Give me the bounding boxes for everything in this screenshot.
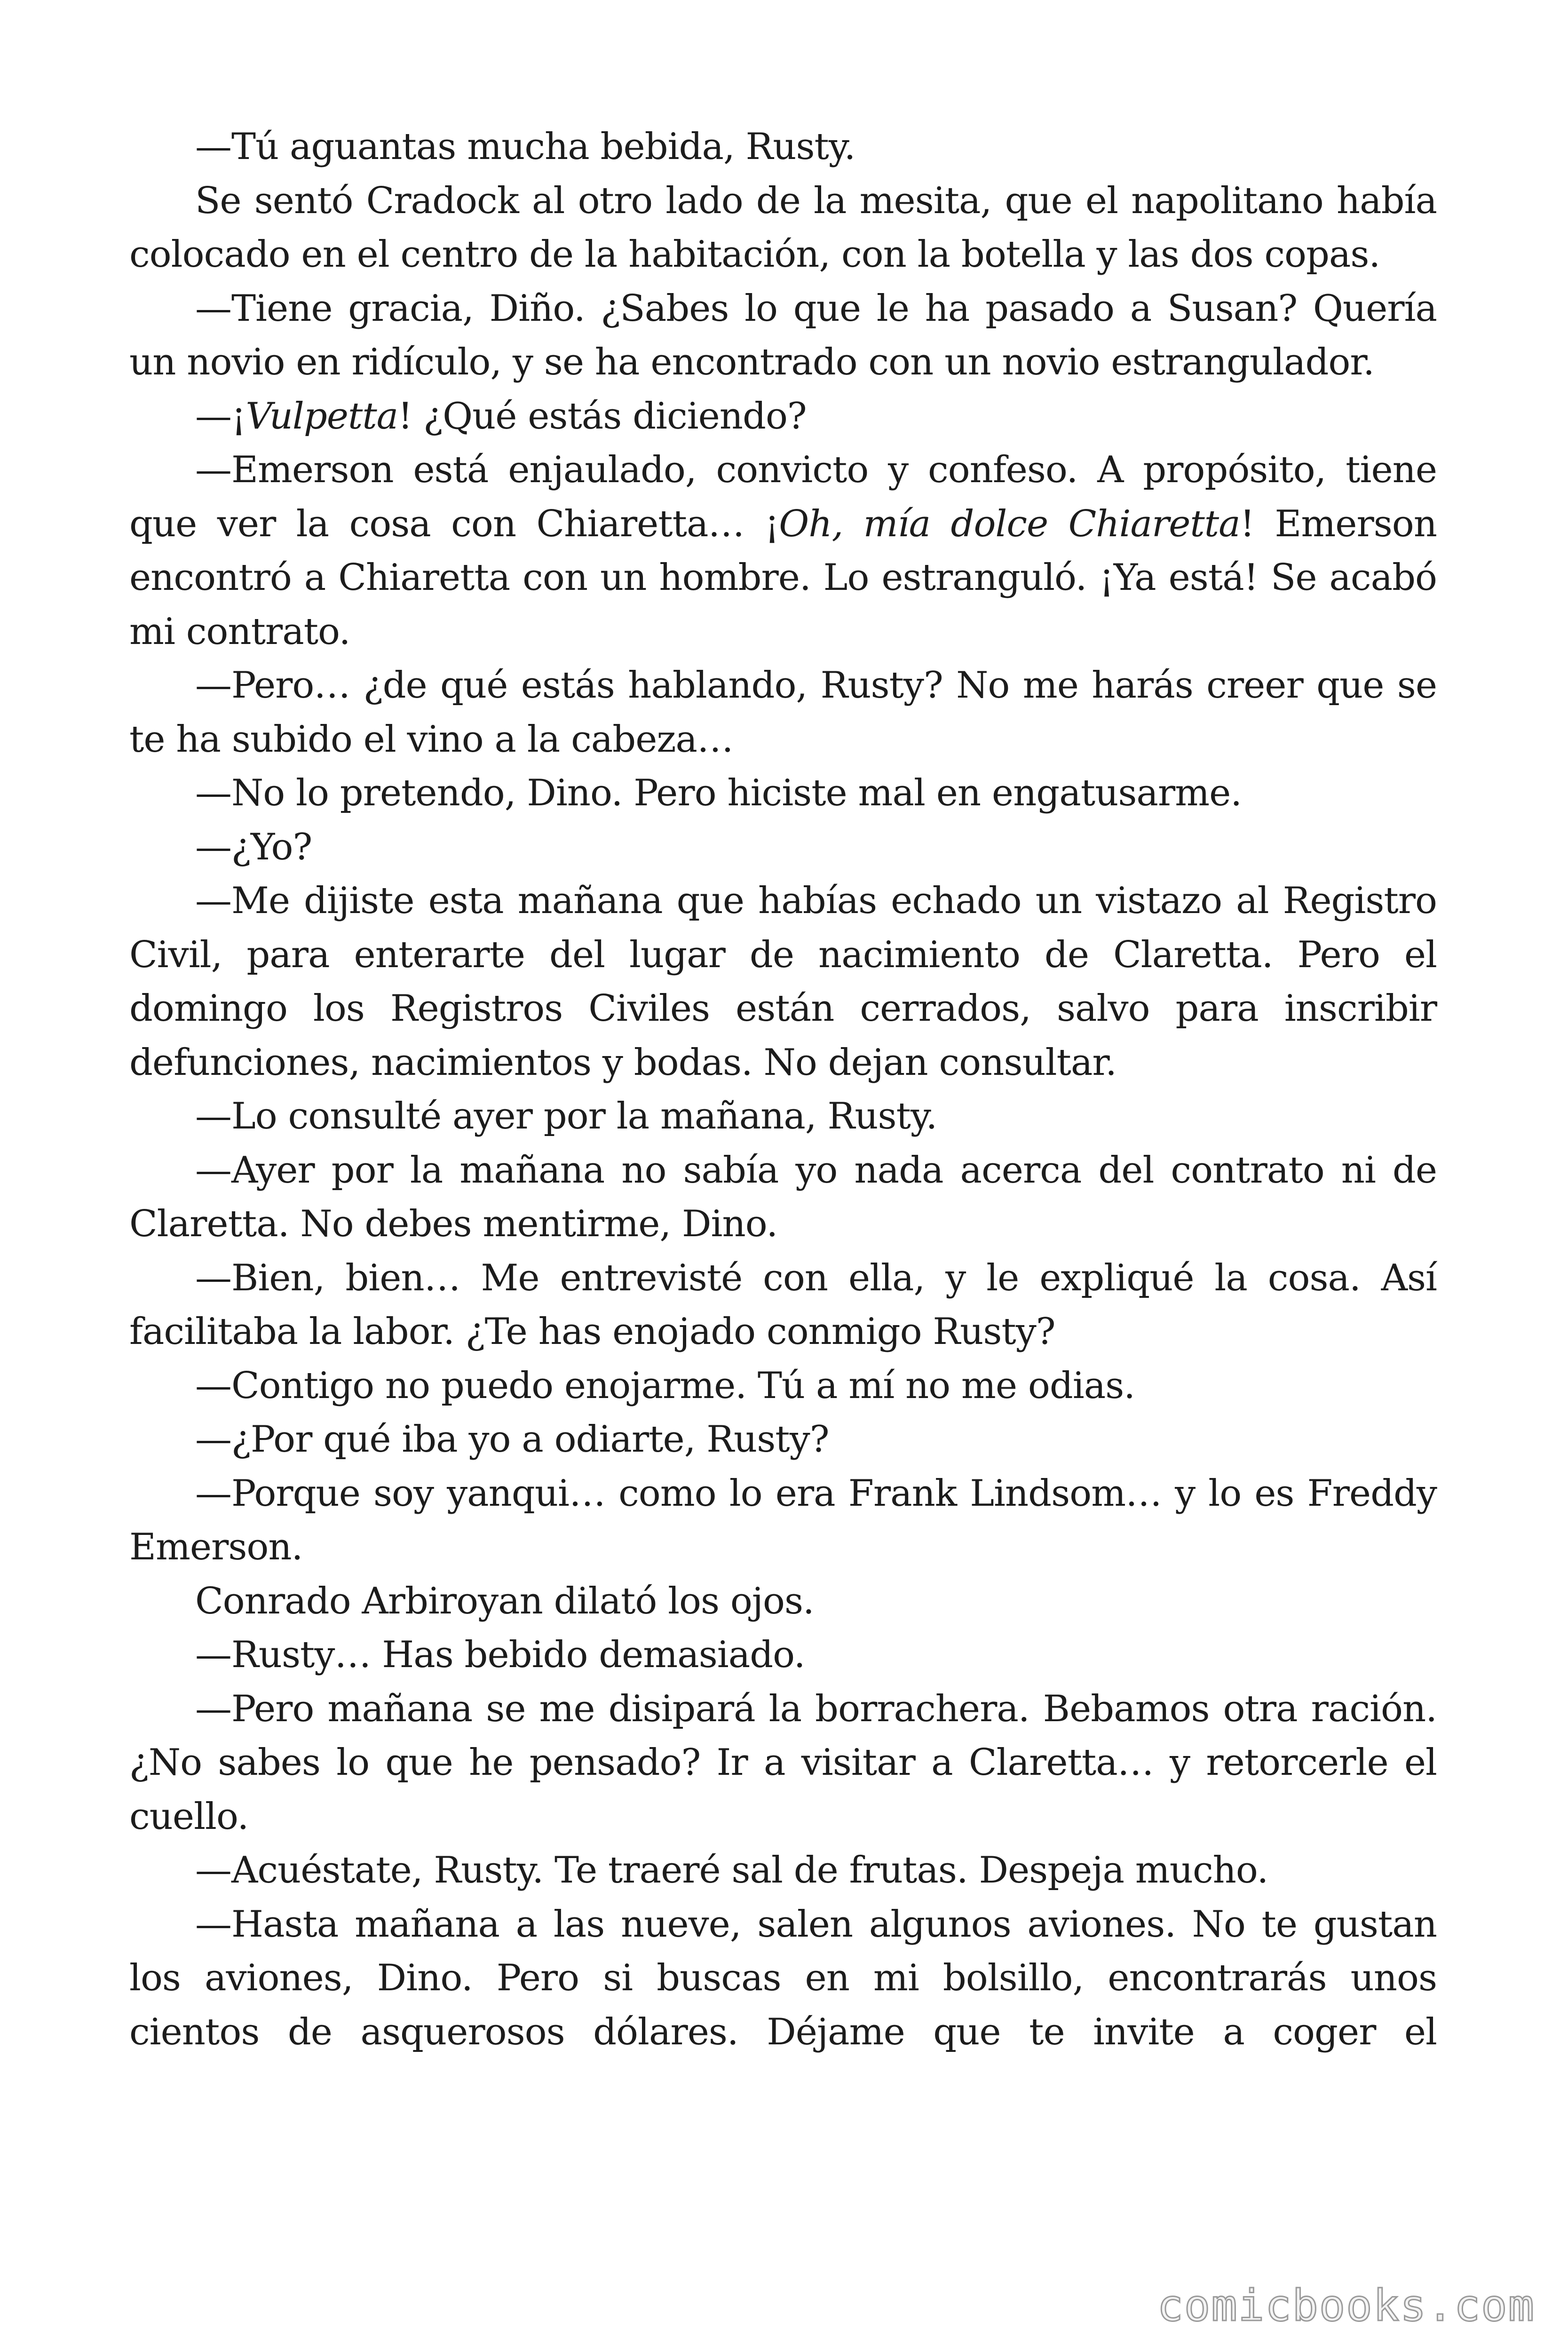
text-span: —Emerson está enjaulado, convicto y confeso. A propósito, tiene que ver la cosa con Chiaretta… ¡ bbox=[129, 449, 1437, 545]
text-span: —Bien, bien… Me entrevisté con ella, y le expliqué la cosa. Así facilitaba la labor. ¿Te has enojado conmigo Rusty? bbox=[129, 1256, 1437, 1353]
text-paragraph bbox=[129, 1898, 1437, 2059]
text-paragraph bbox=[129, 1251, 1437, 1359]
text-paragraph bbox=[129, 659, 1437, 766]
text-paragraph bbox=[129, 1413, 1437, 1467]
text-span: —Acuéstate, Rusty. Te traeré sal de frutas. Despeja mucho. bbox=[195, 1849, 1268, 1891]
text-span: —Tiene gracia, Diño. ¿Sabes lo que le ha pasado a Susan? Quería un novio en ridículo, y se ha encontrado con un novio estrangulador. bbox=[129, 287, 1437, 383]
book-page-text bbox=[129, 120, 1437, 2059]
watermark-logo: comicbooks.com bbox=[1157, 2280, 1535, 2331]
text-span: —Contigo no puedo enojarme. Tú a mí no me odias. bbox=[195, 1364, 1135, 1407]
text-span: —Porque soy yanqui… como lo era Frank Lindsom… y lo es Freddy Emerson. bbox=[129, 1472, 1437, 1568]
text-span: —Tú aguantas mucha bebida, Rusty. bbox=[195, 126, 855, 168]
text-paragraph bbox=[129, 1574, 1437, 1629]
text-span: ! ¿Qué estás diciendo? bbox=[398, 395, 807, 437]
text-span: —Ayer por la mañana no sabía yo nada acerca del contrato ni de Claretta. No debes mentirme, Dino. bbox=[129, 1149, 1437, 1245]
text-span: —Hasta mañana a las nueve, salen algunos aviones. No te gustan los aviones, Dino. Pero si buscas en mi bolsillo, encontrarás unos cientos de asquerosos dólares. Déjame que te invite a coger el bbox=[129, 1903, 1437, 2053]
text-span: —Me dijiste esta mañana que habías echado un vistazo al Registro Civil, para enterarte del lugar de nacimiento de Claretta. Pero el domingo los Registros Civiles están cerrados, salvo para inscribir defunciones, nacimientos y bodas. No dejan consultar. bbox=[129, 880, 1437, 1084]
text-span: —¿Yo? bbox=[195, 826, 312, 868]
text-paragraph bbox=[129, 1682, 1437, 1844]
text-span: ! Emerson encontró a Chiaretta con un hombre. Lo estranguló. ¡Ya está! Se acabó mi contrato. bbox=[129, 502, 1437, 653]
text-paragraph bbox=[129, 820, 1437, 874]
text-span: —Lo consulté ayer por la mañana, Rusty. bbox=[195, 1095, 937, 1137]
text-paragraph bbox=[129, 1144, 1437, 1251]
text-paragraph bbox=[129, 1628, 1437, 1682]
text-paragraph bbox=[129, 766, 1437, 820]
text-paragraph bbox=[129, 120, 1437, 174]
text-span: —¿Por qué iba yo a odiarte, Rusty? bbox=[195, 1418, 829, 1461]
text-span: —Pero… ¿de qué estás hablando, Rusty? No me harás creer que se te ha subido el vino a la cabeza… bbox=[129, 664, 1437, 761]
text-paragraph bbox=[129, 1843, 1437, 1898]
italic-text: Oh, mía dolce Chiaretta bbox=[779, 502, 1240, 545]
text-span: Conrado Arbiroyan dilató los ojos. bbox=[195, 1580, 814, 1622]
text-paragraph bbox=[129, 389, 1437, 444]
text-paragraph bbox=[129, 282, 1437, 389]
text-paragraph bbox=[129, 1467, 1437, 1574]
text-paragraph bbox=[129, 874, 1437, 1089]
text-span: Se sentó Cradock al otro lado de la mesita, que el napolitano había colocado en el centro de la habitación, con la botella y las dos copas. bbox=[129, 179, 1437, 276]
italic-text: Vulpetta bbox=[245, 395, 398, 437]
text-span: —Pero mañana se me disipará la borrachera. Bebamos otra ración. ¿No sabes lo que he pensado? Ir a visitar a Claretta… y retorcerle el cuello. bbox=[129, 1687, 1437, 1838]
text-paragraph bbox=[129, 1089, 1437, 1144]
text-paragraph bbox=[129, 1359, 1437, 1413]
text-span: —¡ bbox=[195, 395, 246, 437]
text-paragraph bbox=[129, 443, 1437, 659]
text-span: —No lo pretendo, Dino. Pero hiciste mal en engatusarme. bbox=[195, 772, 1242, 814]
text-span: —Rusty… Has bebido demasiado. bbox=[195, 1634, 805, 1676]
text-paragraph bbox=[129, 174, 1437, 282]
